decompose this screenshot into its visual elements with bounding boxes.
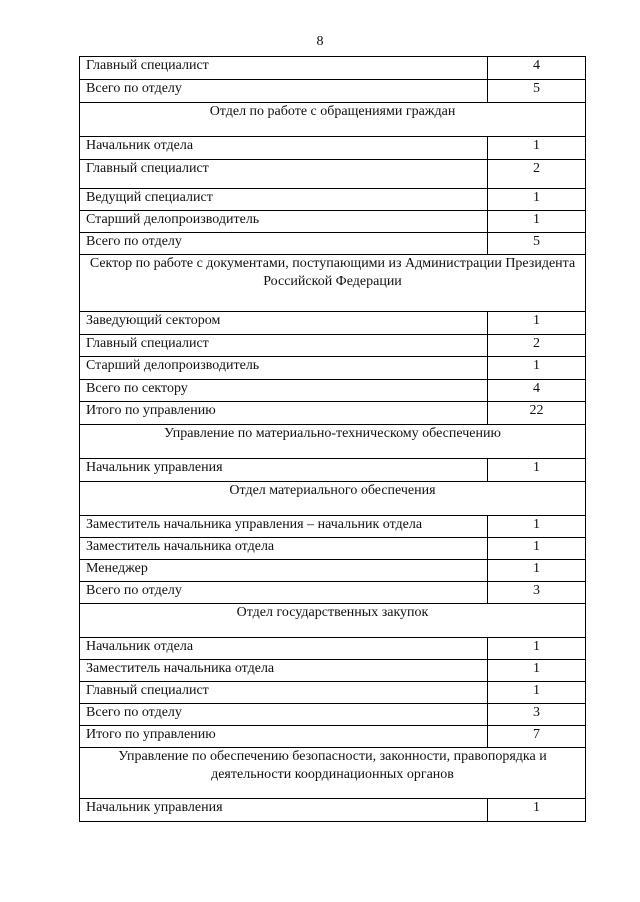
table-row: [80, 582, 586, 604]
table-row: [80, 538, 586, 560]
position-name: Главный специалист: [80, 160, 488, 189]
section-header-row: [80, 748, 586, 799]
staff-table: [79, 56, 586, 822]
position-count: 4: [488, 380, 586, 402]
position-count: 1: [488, 799, 586, 822]
position-name: Начальник отдела: [80, 137, 488, 160]
position-name: Главный специалист: [80, 57, 488, 80]
position-count: 3: [488, 704, 586, 726]
table-row: [80, 233, 586, 255]
position-name: Итого по управлению: [80, 726, 488, 748]
position-name: Начальник управления: [80, 459, 488, 482]
position-count: 1: [488, 516, 586, 538]
position-name: Всего по сектору: [80, 380, 488, 402]
position-name: Старший делопроизводитель: [80, 211, 488, 233]
position-name: Всего по отделу: [80, 233, 488, 255]
position-name: Главный специалист: [80, 682, 488, 704]
position-name: Заместитель начальника отдела: [80, 660, 488, 682]
position-count: 1: [488, 189, 586, 211]
position-name: Всего по отделу: [80, 80, 488, 103]
position-count: 5: [488, 233, 586, 255]
position-name: Заведующий сектором: [80, 312, 488, 335]
section-header-row: [80, 425, 586, 459]
position-name: Начальник отдела: [80, 638, 488, 660]
position-count: 5: [488, 80, 586, 103]
table-row: [80, 459, 586, 482]
position-count: 2: [488, 335, 586, 357]
table-row: [80, 726, 586, 748]
section-title: Отдел по работе с обращениями граждан: [80, 103, 586, 137]
position-count: 2: [488, 160, 586, 189]
table-row: [80, 335, 586, 357]
position-name: Всего по отделу: [80, 582, 488, 604]
position-name: Заместитель начальника управления – начальник отдела: [80, 516, 488, 538]
table-row: [80, 160, 586, 189]
table-row: [80, 704, 586, 726]
table-row: [80, 682, 586, 704]
position-count: 1: [488, 137, 586, 160]
section-title: Отдел материального обеспечения: [80, 482, 586, 516]
position-name: Ведущий специалист: [80, 189, 488, 211]
table-row: [80, 799, 586, 822]
position-count: 1: [488, 459, 586, 482]
section-title: Отдел государственных закупок: [80, 604, 586, 638]
table-row: [80, 312, 586, 335]
table-row: [80, 660, 586, 682]
table-row: [80, 189, 586, 211]
position-name: Заместитель начальника отдела: [80, 538, 488, 560]
section-header-row: [80, 103, 586, 137]
table-row: [80, 137, 586, 160]
section-header-row: [80, 255, 586, 312]
page-number: 8: [316, 34, 324, 49]
position-name: Итого по управлению: [80, 402, 488, 425]
position-count: 1: [488, 560, 586, 582]
position-count: 1: [488, 638, 586, 660]
table-row: [80, 560, 586, 582]
position-count: 1: [488, 682, 586, 704]
table-row: [80, 357, 586, 380]
section-title: Сектор по работе с документами, поступающими из Администрации Президента Российской Федерации: [80, 255, 586, 312]
table-row: [80, 380, 586, 402]
table-row: [80, 638, 586, 660]
position-count: 1: [488, 660, 586, 682]
table-row: [80, 211, 586, 233]
position-count: 1: [488, 357, 586, 380]
position-count: 1: [488, 538, 586, 560]
table-row: [80, 516, 586, 538]
position-name: Старший делопроизводитель: [80, 357, 488, 380]
staff-table-body: [80, 57, 586, 822]
table-row: [80, 402, 586, 425]
section-title: Управление по материально-техническому обеспечению: [80, 425, 586, 459]
table-row: [80, 80, 586, 103]
section-title: Управление по обеспечению безопасности, законности, правопорядка и деятельности координационных органов: [80, 748, 586, 799]
section-header-row: [80, 482, 586, 516]
position-count: 1: [488, 312, 586, 335]
table-row: [80, 57, 586, 80]
position-name: Всего по отделу: [80, 704, 488, 726]
position-name: Главный специалист: [80, 335, 488, 357]
position-count: 1: [488, 211, 586, 233]
position-count: 3: [488, 582, 586, 604]
section-header-row: [80, 604, 586, 638]
position-name: Менеджер: [80, 560, 488, 582]
position-name: Начальник управления: [80, 799, 488, 822]
position-count: 22: [488, 402, 586, 425]
position-count: 7: [488, 726, 586, 748]
position-count: 4: [488, 57, 586, 80]
